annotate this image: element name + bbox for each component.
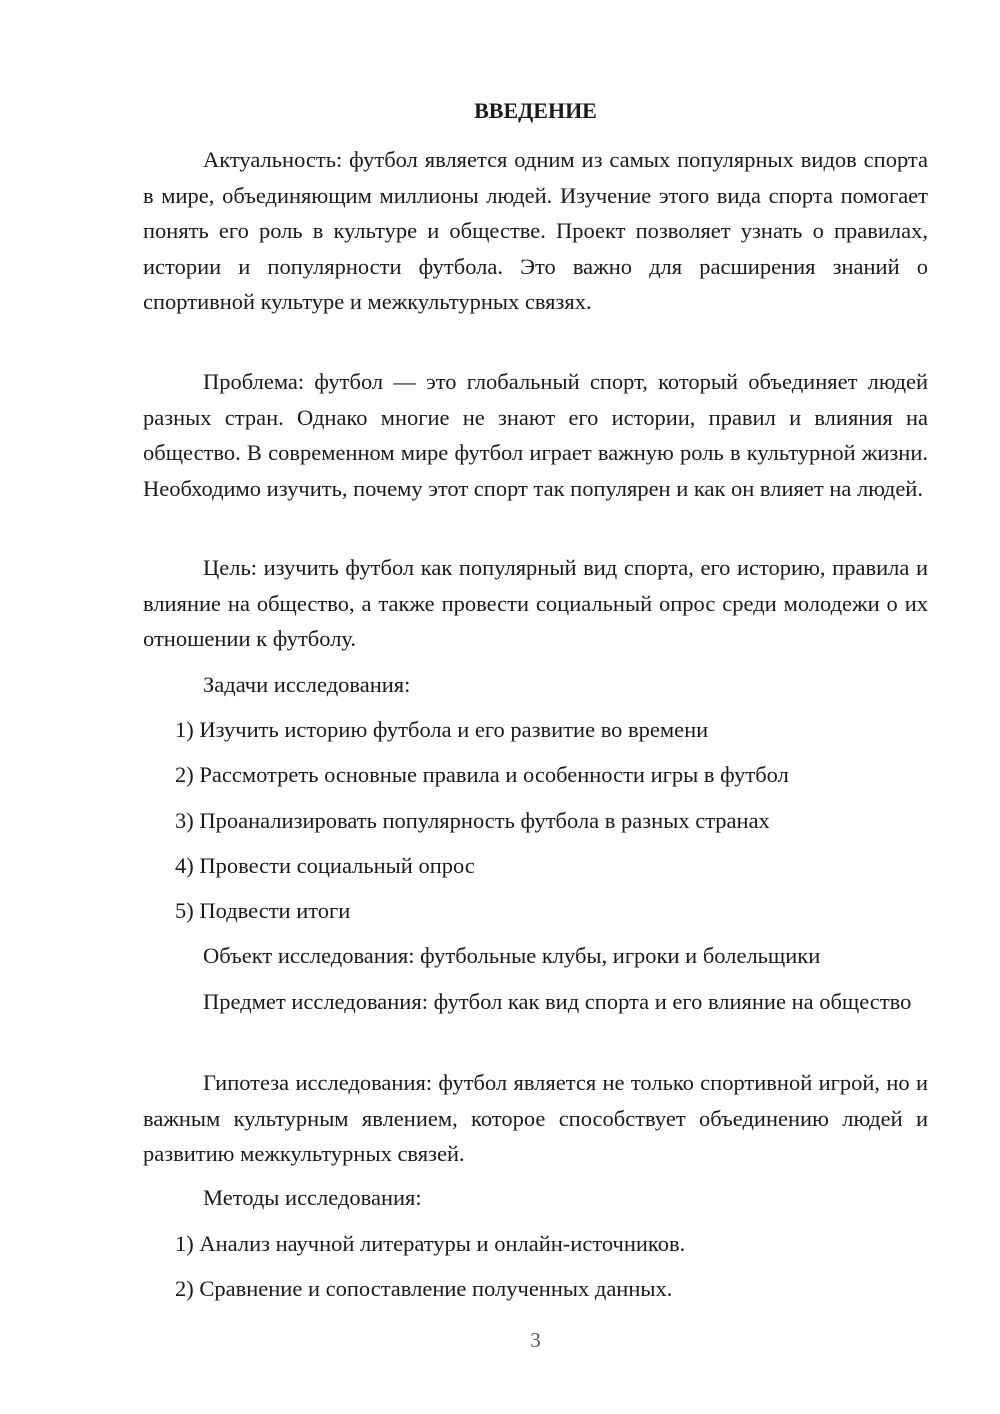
methods-heading: Методы исследования: xyxy=(203,1185,422,1210)
page-title: ВВЕДЕНИЕ xyxy=(474,98,597,123)
task-item: 1) Изучить историю футбола и его развитие во времени xyxy=(175,717,709,742)
problem-paragraph: Проблема: футбол — это глобальный спорт, который объединяет людей разных стран. Однако многие не знают его истории, правил и влияния на общество. В современном мире футбол играет важную роль в культурной жизни. Необходимо изучить, почему этот спорт так популярен и как он влияет на людей. xyxy=(143,369,928,501)
task-item: 4) Провести социальный опрос xyxy=(175,853,475,878)
subject-paragraph: Предмет исследования: футбол как вид спорта и его влияние на общество xyxy=(203,989,912,1014)
hypothesis-paragraph: Гипотеза исследования: футбол является не только спортивной игрой, но и важным культурным явлением, которое способствует объединению людей и развитию межкультурных связей. xyxy=(143,1070,928,1166)
tasks-heading: Задачи исследования: xyxy=(203,672,411,697)
method-item: 2) Сравнение и сопоставление полученных данных. xyxy=(175,1276,673,1301)
page-number: 3 xyxy=(530,1328,541,1352)
task-item: 5) Подвести итоги xyxy=(175,898,351,923)
task-item: 2) Рассмотреть основные правила и особенности игры в футбол xyxy=(175,762,789,787)
object-line: Объект исследования: футбольные клубы, игроки и болельщики xyxy=(203,943,821,968)
goal-paragraph: Цель: изучить футбол как популярный вид спорта, его историю, правила и влияние на общество, а также провести социальный опрос среди молодежи о их отношении к футболу. xyxy=(143,555,928,651)
task-item: 3) Проанализировать популярность футбола в разных странах xyxy=(175,808,770,833)
relevance-paragraph: Актуальность: футбол является одним из самых популярных видов спорта в мире, объединяющим миллионы людей. Изучение этого вида спорта помогает понять его роль в культуре и обществе. Проект позволяет узнать о правилах, истории и популярности футбола. Это важно для расширения знаний о спортивной культуре и межкультурных связях. xyxy=(143,147,928,314)
method-item: 1) Анализ научной литературы и онлайн-источников. xyxy=(175,1231,686,1256)
